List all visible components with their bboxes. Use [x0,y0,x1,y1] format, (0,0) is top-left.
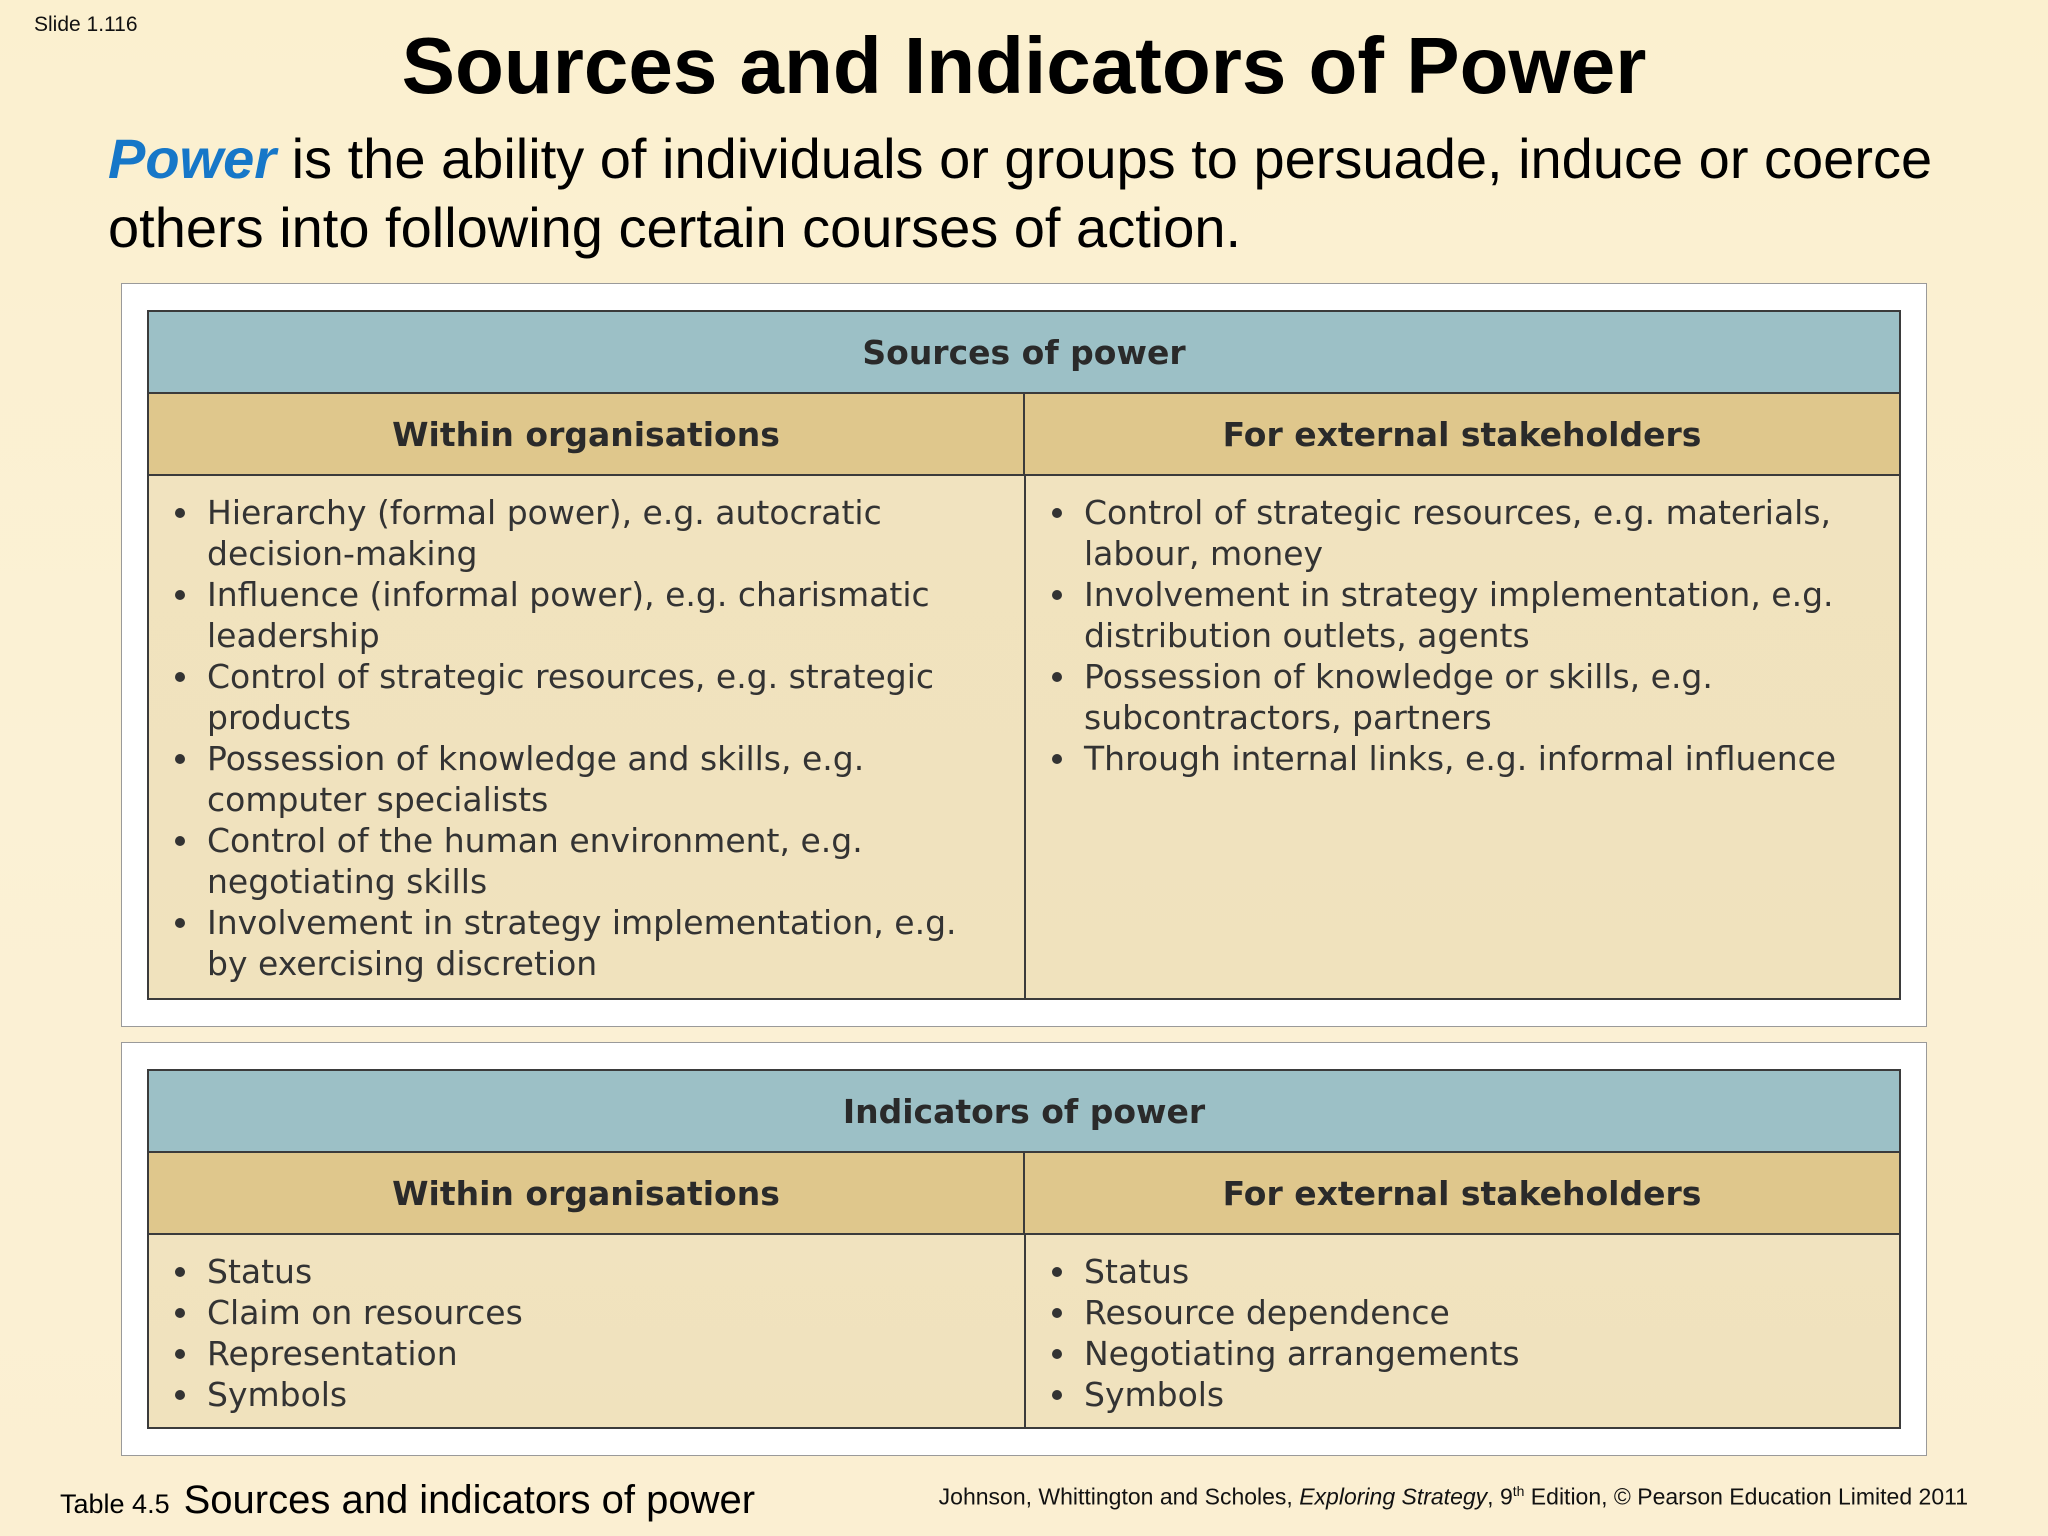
citation-authors: Johnson, Whittington and Scholes, [938,1483,1300,1510]
list-item: Involvement in strategy implementation, e.g. distribution outlets, agents [1048,574,1869,656]
sources-header-within: Within organisations [392,414,780,454]
indicators-of-power-panel [121,1042,1927,1456]
list-item: Symbols [1048,1374,1869,1415]
table-caption-text: Sources and indicators of power [183,1478,756,1522]
list-item: Possession of knowledge or skills, e.g. subcontractors, partners [1048,656,1869,738]
citation-book: Exploring Strategy [1299,1483,1488,1510]
citation [939,1483,1968,1511]
citation-edition-number: 9 [1499,1483,1513,1510]
sources-table-header-row [149,394,1899,476]
power-definition [108,124,1988,262]
indicators-header-within: Within organisations [392,1173,780,1213]
page-title: Sources and Indicators of Power [401,21,1647,110]
list-item: Control of strategic resources, e.g. strategic products [171,656,994,738]
list-item: Status [1048,1251,1869,1292]
sources-of-power-panel [121,283,1927,1027]
table-caption [60,1478,755,1523]
indicators-table-title: Indicators of power [149,1071,1899,1153]
indicators-external-column [1024,1235,1899,1427]
sources-within-list [171,492,994,984]
indicators-within-column [149,1235,1024,1427]
citation-separator: , [1487,1483,1500,1510]
slide-number: Slide 1.116 [34,13,138,36]
sources-of-power-table [147,310,1901,1000]
list-item: Control of strategic resources, e.g. materials, labour, money [1048,492,1869,574]
list-item: Claim on resources [171,1292,994,1333]
list-item: Possession of knowledge and skills, e.g. computer specialists [171,738,994,820]
sources-within-column [149,476,1024,998]
indicators-table-header-row [149,1153,1899,1235]
list-item: Status [171,1251,994,1292]
indicators-of-power-table [147,1069,1901,1429]
indicators-external-list [1048,1251,1869,1415]
list-item: Resource dependence [1048,1292,1869,1333]
indicators-within-list [171,1251,994,1415]
citation-edition-suffix: th [1512,1483,1525,1499]
sources-table-body [149,476,1899,998]
sources-external-column [1024,476,1899,998]
list-item: Influence (informal power), e.g. charismatic leadership [171,574,994,656]
list-item: Symbols [171,1374,994,1415]
sources-table-title: Sources of power [149,312,1899,394]
list-item: Through internal links, e.g. informal influence [1048,738,1869,779]
list-item: Negotiating arrangements [1048,1333,1869,1374]
sources-header-external: For external stakeholders [1023,394,1899,474]
table-label: Table 4.5 [60,1489,170,1519]
sources-external-list [1048,492,1869,779]
citation-publisher: Edition, © Pearson Education Limited 2011 [1524,1483,1968,1510]
list-item: Hierarchy (formal power), e.g. autocratic decision-making [171,492,994,574]
list-item: Involvement in strategy implementation, e.g. by exercising discretion [171,902,994,984]
list-item: Representation [171,1333,994,1374]
definition-term: Power [108,127,277,190]
definition-text: is the ability of individuals or groups to persuade, induce or coerce others into following certain courses of action. [108,127,1933,259]
list-item: Control of the human environment, e.g. negotiating skills [171,820,994,902]
indicators-table-body [149,1235,1899,1427]
indicators-header-external: For external stakeholders [1023,1153,1899,1233]
